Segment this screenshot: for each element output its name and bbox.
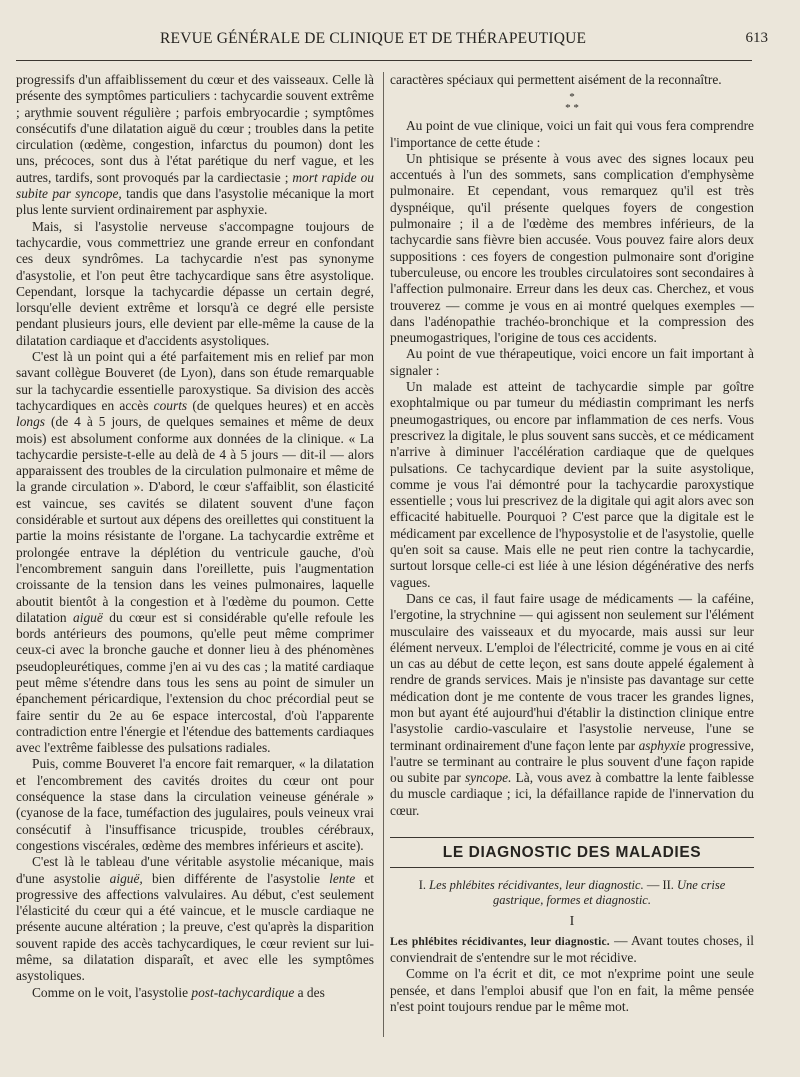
- paragraph: Un phtisique se présente à vous avec des signes locaux peu accentués à l'un des sommets, sans complication d'emphysème pulmonaire. Et cependant, vous remarquez qu'il est très dyspnéique, qu'il présente quelques foyers de congestion pulmonaire ; il a de l'œdème des membres inférieurs, de la tachycardie sans fièvre bien accusée. Vous pouvez faire alors deux suppositions : ces foyers de congestion pulmonaire sont d'origine tuberculeuse, ou encore les troubles circulatoires sont secondaires à l'affection pulmonaire. Erreur dans les deux cas. Cherchez, et vous trouverez — comme je vous en ai montré quelques exemples — dans l'adénopathie trachéo-bronchique et la compression des pneumogastriques, l'origine de tous ces accidents.: [390, 150, 754, 346]
- paragraph: Au point de vue clinique, voici un fait qui vous fera comprendre l'importance de cette étude :: [390, 118, 754, 150]
- paragraph: Les phlébites récidivantes, leur diagnostic. — Avant toutes choses, il conviendrait de s'entendre sur le mot récidive.: [390, 932, 754, 965]
- paragraph: Comme on l'a écrit et dit, ce mot n'exprime point une seule pensée, et dans l'emploi abusif que l'on en fait, la même pensée n'est point toujours rendue par le même mot.: [390, 966, 754, 1014]
- journal-title: REVUE GÉNÉRALE DE CLINIQUE ET DE THÉRAPEUTIQUE: [160, 30, 587, 47]
- asterism: * * *: [565, 91, 579, 115]
- paragraph: Un malade est atteint de tachycardie simple par goître exophtalmique ou par tumeur du médiastin comprimant les nerfs pneumogastriques, ou encore par inflammation de ces nerfs. Vous prescrivez la digitale, le plus souvent sans succès, et ce médicament n'arrive à diminuer l'accélération cardiaque que de quelques pulsations. Ce tachycardique devient par la suite asystolique, comme je vous l'ai démontré pour la tachycardie paroxystique essentielle ; vous lui prescrivez de la digitale qui agit alors avec son efficacité habituelle. Pourquoi ? C'est parce que la digitale est le médicament par excellence de l'hyposystolie et de l'asystolie, quelle qu'en soit sa cause. Mais elle ne peut rien contre la tachycardie, surtout lorsque celle-ci est liée à une lésion dégénérative des nerfs vagues.: [390, 379, 754, 590]
- column-divider: [383, 72, 384, 1037]
- paragraph: caractères spéciaux qui permettent aisément de la reconnaître.: [390, 72, 722, 87]
- paragraph: Puis, comme Bouveret l'a encore fait remarquer, « la dilatation et l'encombrement des cavités droites du cœur ont pour conséquence la stase dans la circulation veineuse générale » (cyanose de la face, tuméfaction des jugulaires, pouls veineux vrai consécutif à l'insuffisance tricuspide, troubles cérébraux, congestions viscérales, œdème des membres inférieurs et ascite).: [16, 756, 374, 853]
- right-column: [390, 72, 754, 1047]
- subsection-number: I: [569, 914, 575, 930]
- section-title: LE DIAGNOSTIC DES MALADIES: [390, 837, 754, 868]
- paragraph: progressifs d'un affaiblissement du cœur et des vaisseaux. Celle là présente des symptômes particuliers : tachycardie souvent extrême ; arythmie souvent régulière ; parfois embryocardie ; symptômes consécutifs d'une dilatation aiguë du cœur ; troubles dans la petite circulation (œdème, congestion, infarctus du poumon) dont les uns, précoces, sont dus à l'état parétique du nerf vague, et les autres, tardifs, sont provoqués par la cardiectasie ; mort rapide ou subite par syncope, tandis que dans l'asystolie mécanique la mort plus lente survient ordinairement par asphyxie.: [16, 72, 374, 218]
- paragraph: Au point de vue thérapeutique, voici encore un fait important à signaler :: [390, 346, 754, 378]
- paragraph: C'est là le tableau d'une véritable asystolie mécanique, mais d'une asystolie aiguë, bien différente de l'asystolie lente et progressive des affections valvulaires. Au début, c'est seulement l'élasticité du cœur qui a été vaincue, et le muscle cardiaque ne présente aucune altération ; la preuve, c'est qu'après la disparition souvent rapide des accès tachycardiques, le cœur revient sur lui-même, sa dilatation disparaît, et avec elle les symptômes asystoliques.: [16, 854, 374, 984]
- running-header: [10, 26, 790, 52]
- paragraph: Comme on le voit, l'asystolie post-tachycardique a des: [32, 984, 325, 1000]
- header-rule: [16, 60, 752, 61]
- paragraph-lead: Les phlébites récidivantes, leur diagnostic.: [390, 935, 610, 948]
- paragraph: Dans ce cas, il faut faire usage de médicaments — la caféine, l'ergotine, la strychnine — qui agissent non seulement sur l'élément musculaire des vaisseaux et du myocarde, mais aussi sur leur élément nerveux. L'emploi de l'électricité, comme je vous en ai cité un cas au début de cette leçon, est sans doute appelé également à rendre de grands services. Mais je n'insiste pas davantage sur cette médication dont je me contente de vous tracer les grandes lignes, mon but ayant été aujourd'hui d'établir la distinction clinique entre l'asystolie cardio-vasculaire et l'asystolie nerveuse, l'une se terminant ordinairement d'une façon lente par asphyxie progressive, l'autre se terminant au contraire le plus souvent d'une façon rapide ou subite par syncope. Là, vous avez à combattre la lente faiblesse du muscle cardiaque ; ici, la défaillance rapide de l'innervation du cœur.: [390, 590, 754, 818]
- paragraph: C'est là un point qui a été parfaitement mis en relief par mon savant collègue Bouveret (de Lyon), dans son étude remarquable sur la tachycardie essentielle paroxystique. Sa division des accès tachycardiques en accès courts (de quelques heures) et en accès longs (de 4 à 5 jours, de quelques semaines et même de deux mois) est absolument conforme aux données de la clinique. « La tachycardie persiste-t-elle au delà de 4 à 5 jours — dit-il — alors apparaissent des troubles de la circulation pulmonaire et même de la grande circulation ». D'abord, le cœur s'affaiblit, son élasticité est vaincue, ses cavités se dilatent souvent d'une façon considérable et surtout aux dépens des oreillettes qui constituent la partie la moins résistante de l'organe. La tachycardie extrême et prolongée entrave la déplétion du ventricule gauche, d'où l'encombrement sanguin dans l'oreillette, puis l'augmentation croissante de la tension dans les veines pulmonaires, laquelle aboutit bientôt à la congestion et à l'œdème du poumon. Cette dilatation aiguë du cœur est si considérable qu'elle refoule les bords antérieurs des poumons, qu'elle peut même comprimer ceux-ci avec la bronche gauche et donner lieu à des phénomènes pseudopleurétiques, comme j'en ai vu des cas ; la matité cardiaque peut même s'étendre dans tous les sens au point de simuler un épanchement péricardique, l'extension du choc précordial peut se faire sentir du 2e au 6e espace intercostal, d'où l'apparente contradiction entre l'énergie et l'étendue des battements cardiaques avec l'extrême faiblesse des pulsations radiales.: [16, 349, 374, 756]
- paragraph: Mais, si l'asystolie nerveuse s'accompagne toujours de tachycardie, vous commettriez une grande erreur en confondant ces deux syndrômes. La tachycardie n'est pas synonyme d'asystolie, et l'on peut être tachycardique sans être asystolique. Cependant, lorsque la tachycardie dépasse un certain degré, lorsqu'elle devient extrême et lorsqu'à ce degré elle persiste pendant plusieurs jours, elle devient par elle-même la cause de la dilatation cardiaque et d'accidents asystoliques.: [16, 218, 374, 348]
- section-summary: I. Les phlébites récidivantes, leur diagnostic. — II. Une crise gastrique, formes et diagnostic.: [418, 878, 726, 908]
- left-column: [16, 72, 374, 1047]
- page-number: 613: [745, 30, 768, 46]
